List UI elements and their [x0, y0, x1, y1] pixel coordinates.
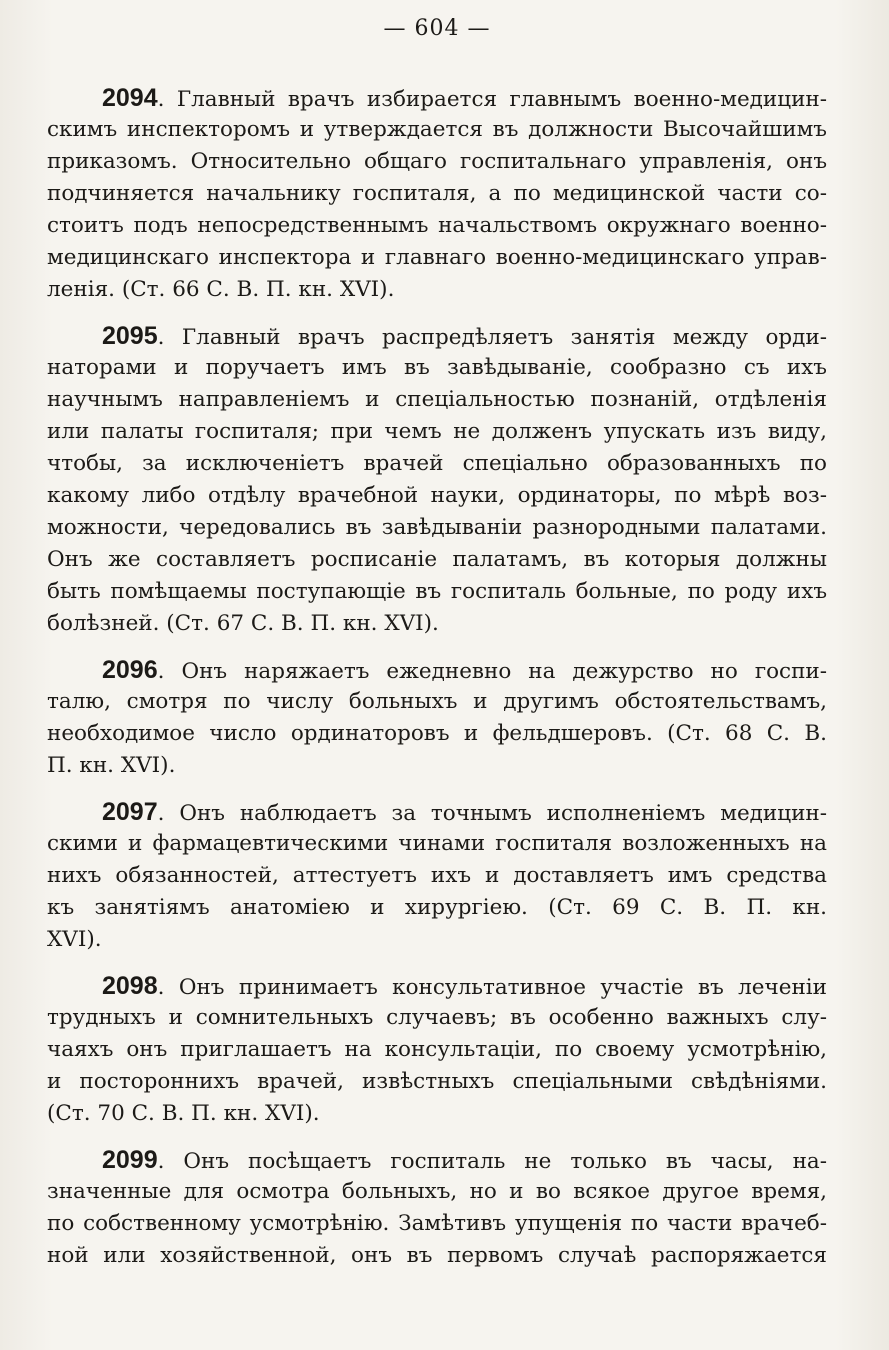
article-text: . Онъ принимаетъ консультативное участіе въ леченіи [157, 975, 827, 1000]
article-number: 2096 [102, 656, 158, 684]
article-text-line: наторами и поручаетъ имъ въ завѣдываніе, сообразно съ ихъ [47, 355, 827, 380]
article-text-line: чаяхъ онъ приглашаетъ на консультаціи, по своему усмотрѣнію, [47, 1037, 827, 1062]
article-first-line [47, 796, 827, 828]
article-text-line: быть помѣщаемы поступающіе въ госпиталь больные, по роду ихъ [47, 579, 827, 604]
article-number: 2094 [102, 84, 158, 112]
article-2098 [47, 970, 827, 1130]
article-2094 [47, 82, 827, 306]
article-text-line: приказомъ. Относительно общаго госпитальнаго управленія, онъ [47, 149, 827, 174]
article-text-line: Онъ же составляетъ росписаніе палатамъ, въ которыя должны [47, 547, 827, 572]
article-text-line: талю, смотря по числу больныхъ и другимъ обстоятельствамъ, [47, 689, 827, 714]
article-text: . Онъ посѣщаетъ госпиталь не только въ часы, на- [157, 1149, 827, 1174]
article-text: . Онъ наряжаетъ ежедневно на дежурство но госпи- [157, 659, 827, 684]
article-text-line: ленія. (Ст. 66 С. В. П. кн. XVI). [47, 277, 395, 302]
article-first-line [47, 82, 827, 114]
article-text-line: чтобы, за исключеніетъ врачей спеціально образованныхъ по [47, 451, 827, 476]
article-text-line: какому либо отдѣлу врачебной науки, ординаторы, по мѣрѣ воз- [47, 483, 827, 508]
article-text: . Главный врачъ избирается главнымъ военно-медицин- [157, 87, 827, 112]
article-text-line: по собственному усмотрѣнію. Замѣтивъ упущенія по части врачеб- [47, 1211, 827, 1236]
article-text-line: трудныхъ и сомнительныхъ случаевъ; въ особенно важныхъ слу- [47, 1005, 827, 1030]
article-text-line: ной или хозяйственной, онъ въ первомъ случаѣ распоряжается [47, 1243, 827, 1268]
articles-container [47, 82, 827, 1272]
article-number: 2097 [102, 798, 158, 826]
article-text-line: значенные для осмотра больныхъ, но и во всякое другое время, [47, 1179, 827, 1204]
article-text: . Онъ наблюдаетъ за точнымъ исполненіемъ медицин- [157, 801, 827, 826]
article-text-line: къ занятіямъ анатоміею и хирургіею. (Ст. 69 С. В. П. кн. [47, 895, 827, 920]
article-text-line: XVI). [47, 927, 102, 952]
article-text-line: научнымъ направленіемъ и спеціальностью познаній, отдѣленія [47, 387, 827, 412]
page-number: — 604 — [383, 16, 491, 41]
article-text-line: нихъ обязанностей, аттестуетъ ихъ и доставляетъ имъ средства [47, 863, 827, 888]
article-text-line: необходимое число ординаторовъ и фельдшеровъ. (Ст. 68 С. В. [47, 721, 827, 746]
article-first-line [47, 654, 827, 686]
article-text-line: скими и фармацевтическими чинами госпиталя возложенныхъ на [47, 831, 827, 856]
article-first-line [47, 970, 827, 1002]
article-2095 [47, 320, 827, 640]
article-text-line: можности, чередовались въ завѣдываніи разнородными палатами. [47, 515, 827, 540]
article-2097 [47, 796, 827, 956]
article-text-line: медицинскаго инспектора и главнаго военно-медицинскаго управ- [47, 245, 827, 270]
article-text-line: или палаты госпиталя; при чемъ не долженъ упускать изъ виду, [47, 419, 827, 444]
article-number: 2095 [102, 322, 158, 350]
article-text-line: скимъ инспекторомъ и утверждается въ должности Высочайшимъ [47, 117, 827, 142]
article-number: 2099 [102, 1146, 158, 1174]
article-text: . Главный врачъ распредѣляетъ занятія между орди- [157, 325, 827, 350]
article-text-line: (Ст. 70 С. В. П. кн. XVI). [47, 1101, 320, 1126]
article-2096 [47, 654, 827, 782]
article-text-line: и постороннихъ врачей, извѣстныхъ спеціальными свѣдѣніями. [47, 1069, 827, 1094]
article-2099 [47, 1144, 827, 1272]
article-first-line [47, 1144, 827, 1176]
article-text-line: подчиняется начальнику госпиталя, а по медицинской части со- [47, 181, 827, 206]
article-text-line: П. кн. XVI). [47, 753, 176, 778]
article-text-line: болѣзней. (Ст. 67 С. В. П. кн. XVI). [47, 611, 439, 636]
article-number: 2098 [102, 972, 158, 1000]
article-first-line [47, 320, 827, 352]
article-text-line: стоитъ подъ непосредственнымъ начальствомъ окружнаго военно- [47, 213, 827, 238]
